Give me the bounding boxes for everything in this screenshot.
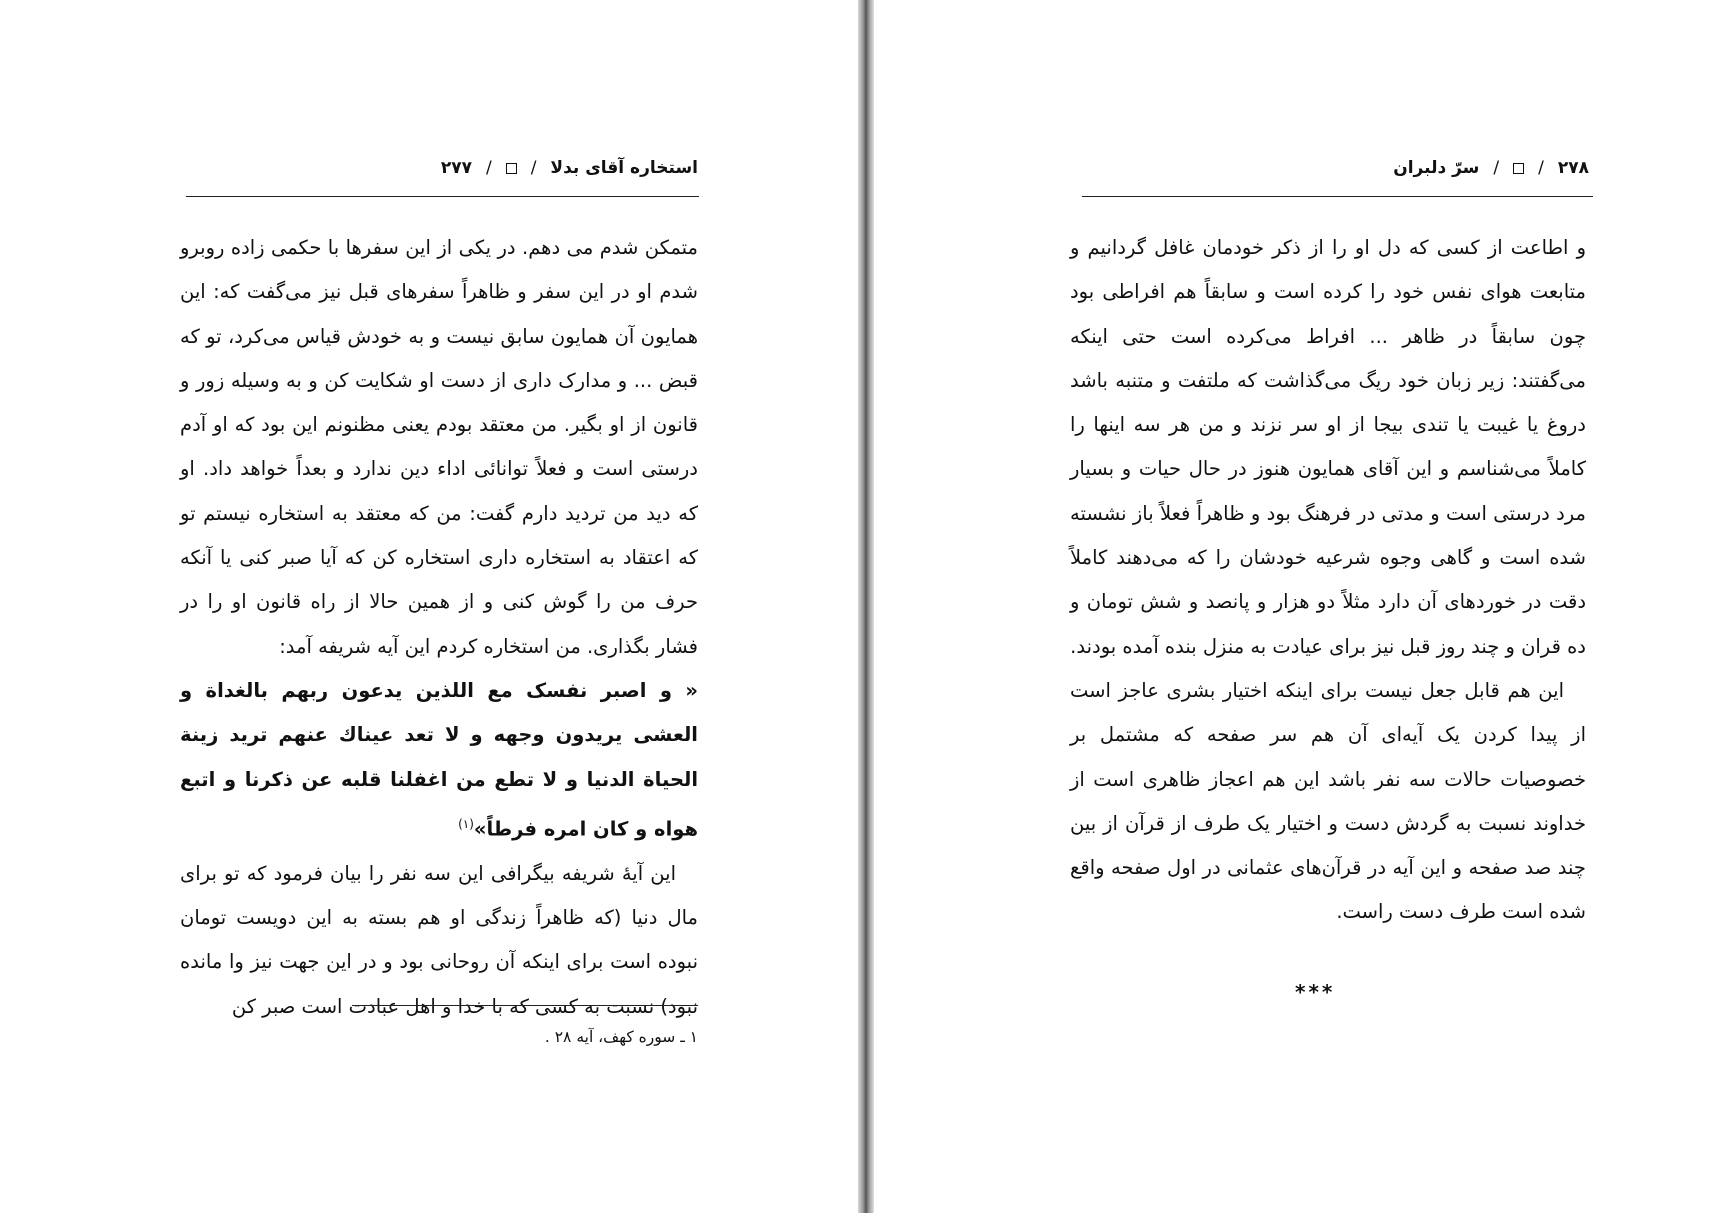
page-number: ۲۷۸ — [1557, 158, 1589, 178]
footnote: ۱ ـ سوره کهف، آیه ۲۸ . — [544, 1028, 698, 1046]
square-ornament-icon — [1513, 163, 1524, 174]
square-ornament-icon — [506, 163, 517, 174]
page-body — [180, 226, 698, 1029]
left-page — [0, 0, 858, 1213]
header-title: استخاره آقای بدلا — [550, 158, 698, 178]
header-rule — [186, 196, 699, 197]
running-header — [1393, 158, 1589, 178]
right-page — [874, 0, 1723, 1213]
header-separator: / — [485, 158, 492, 178]
paragraph: متمکن شدم می دهم. در یکی از این سفرها با حکمی زاده روبرو شدم او در این سفر و ظاهراً سفرهای قبل نیز می‌گفت که: این همایون آن همایون سابق نیست و به خودش قیاس می‌کرد، تو که قبض ... و مدارک داری از دست او شکایت کن و به وسیله زور و قانون از او بگیر. من معتقد بودم یعنی مظنونم این بود که او آدم درستی است و فعلاً توانائی اداء دین ندارد و بعداً خواهد داد. او که دید من تردید دارم گفت: من که معتقد به استخاره نیستم تو که اعتقاد به استخاره داری استخاره کن که آیا صبر کنی یا آنکه حرف من را گوش کنی و از همین حالا از راه قانون او را در فشار بگذاری. من استخاره کردم این آیه شریفه آمد: — [180, 236, 698, 658]
page-number: ۲۷۷ — [440, 158, 472, 178]
quran-verse — [180, 669, 698, 852]
running-header — [441, 158, 698, 178]
header-separator: / — [530, 158, 537, 178]
book-gutter — [858, 0, 874, 1213]
footnote-rule — [352, 1005, 698, 1006]
header-title: سرّ دلبران — [1393, 158, 1480, 178]
verse-text: « و اصبر نفسک مع اللذین یدعون ربهم بالغداة و العشی یریدون وجهه و لا تعد عیناك عنهم ترید زینة الحیاة الدنیا و لا تطع من اغفلنا قلبه عن ذکرنا و اتبع هواه و کان امره فرطاً» — [180, 678, 698, 841]
paragraph: و اطاعت از کسی که دل او را از ذکر خودمان غافل گردانیم و متابعت هوای نفس خود را کرده است و سابقاً هم افراطی بود چون سابقاً در ظاهر ... افراط می‌کرده است حتی اینکه می‌گفتند: زیر زبان خود ریگ می‌گذاشت که ملتفت و متنبه باشد دروغ یا غیبت یا تندی بیجا از او سر نزند و من هر سه اینها را کاملاً می‌شناسم و این آقای همایون هنوز در حال حیات و بسیار مرد درستی است و مدتی در فرهنگ بود و ظاهراً فعلاً باز نشسته شده است و گاهی وجوه شرعیه خودشان را که می‌دهند کاملاً دقت در خوردهای آن دارد مثلاً دو هزار و پانصد و شش تومان و ده قران و چند روز قبل نیز برای عیادت به منزل بنده آمده بودند. — [1070, 236, 1586, 658]
header-separator: / — [1493, 158, 1500, 178]
page-body — [1070, 226, 1586, 935]
section-end-mark: *** — [1295, 980, 1336, 1004]
paragraph: این آیهٔ شریفه بیگرافی این سه نفر را بیان فرمود که تو برای مال دنیا (که ظاهراً زندگی او هم بسته به این دویست تومان نبوده است برای اینکه آن روحانی بود و در این جهت نیز وا مانده نبود) نسبت به کسی که با خدا و اهل عبادت است صبر کن — [180, 861, 698, 1018]
footnote-marker: (۱) — [458, 816, 474, 831]
header-rule — [1082, 196, 1593, 197]
header-separator: / — [1538, 158, 1544, 178]
paragraph: این هم قابل جعل نیست برای اینکه اختیار بشری عاجز است از پیدا کردن یک آیه‌ای آن هم سر صفحه که مشتمل بر خصوصیات حالات سه نفر باشد این هم اعجاز ظاهری است از خداوند نسبت به گردش دست و اختیار یک طرف از قرآن از بین چند صد صفحه و این آیه در قرآن‌های عثمانی در اول صفحه واقع شده است طرف دست راست. — [1070, 678, 1586, 924]
